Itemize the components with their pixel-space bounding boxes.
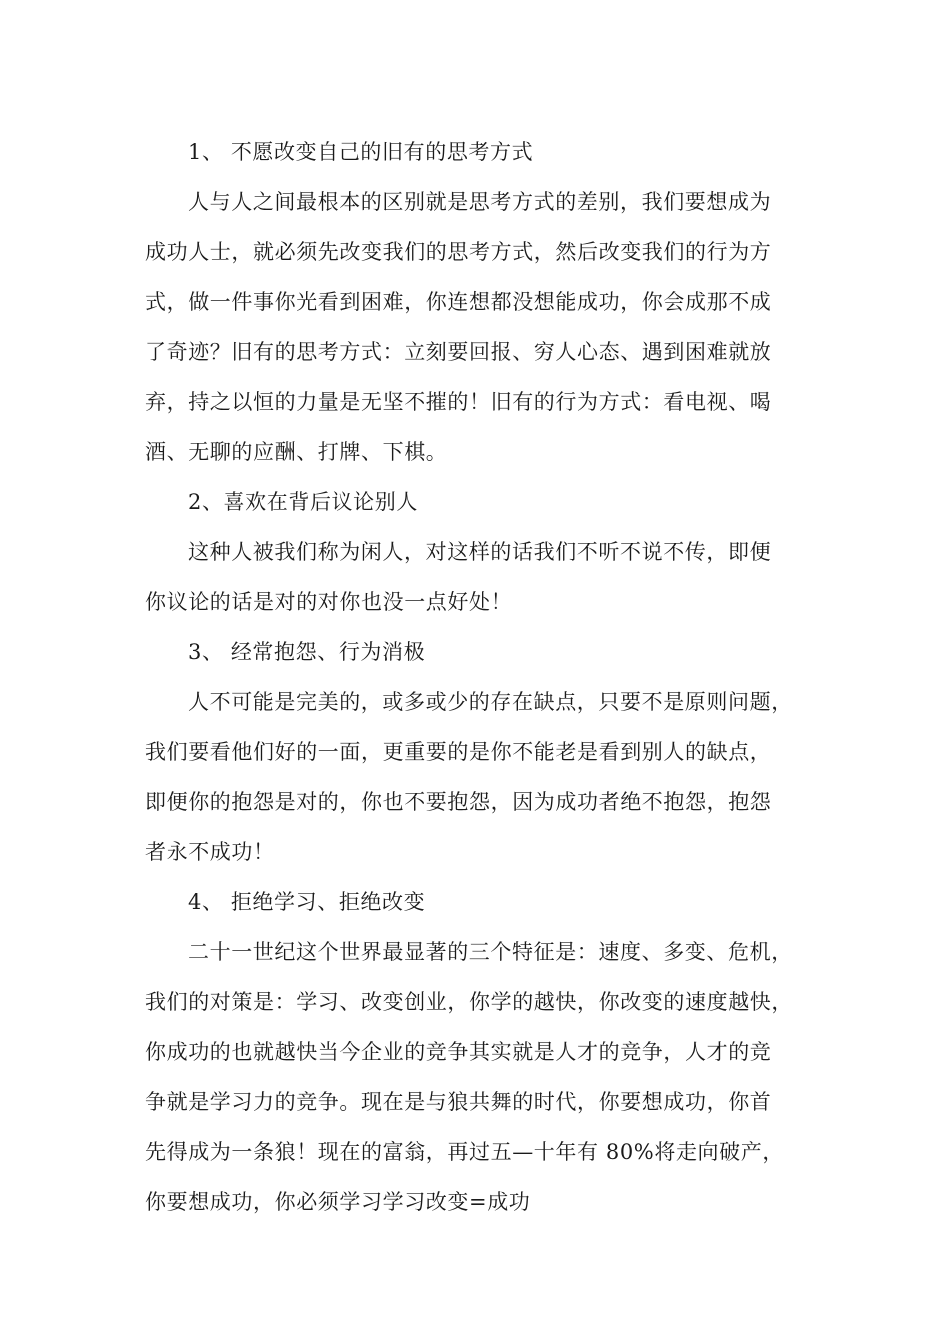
paragraph-line: 式，做一件事你光看到困难，你连想都没想能成功，你会成那不成 [145, 290, 772, 314]
paragraph-line: 酒、无聊的应酬、打牌、下棋。 [145, 440, 448, 464]
section-heading-1: 1、 不愿改变自己的旧有的思考方式 [188, 140, 534, 164]
paragraph-line: 争就是学习力的竞争。现在是与狼共舞的时代，你要想成功，你首 [145, 1090, 772, 1114]
paragraph-line: 先得成为一条狼！现在的富翁，再过五—十年有 80%将走向破产， [145, 1140, 784, 1164]
paragraph-line: 了奇迹？旧有的思考方式：立刻要回报、穷人心态、遇到困难就放 [145, 340, 772, 364]
section-heading-3: 3、 经常抱怨、行为消极 [188, 640, 426, 664]
paragraph-line: 我们要看他们好的一面，更重要的是你不能老是看到别人的缺点， [145, 740, 772, 764]
paragraph-line: 人与人之间最根本的区别就是思考方式的差别，我们要想成为 [188, 190, 772, 214]
section-heading-4: 4、 拒绝学习、拒绝改变 [188, 890, 426, 914]
paragraph-line: 你成功的也就越快当今企业的竞争其实就是人才的竞争，人才的竞 [145, 1040, 772, 1064]
paragraph-line: 弃，持之以恒的力量是无坚不摧的！旧有的行为方式：看电视、喝 [145, 390, 772, 414]
paragraph-line: 这种人被我们称为闲人，对这样的话我们不听不说不传，即便 [188, 540, 772, 564]
paragraph-line: 人不可能是完美的，或多或少的存在缺点，只要不是原则问题， [188, 690, 793, 714]
paragraph-line: 者永不成功！ [145, 840, 275, 864]
paragraph-line: 成功人士，就必须先改变我们的思考方式，然后改变我们的行为方 [145, 240, 772, 264]
paragraph-line: 我们的对策是：学习、改变创业，你学的越快，你改变的速度越快， [145, 990, 793, 1014]
section-heading-2: 2、喜欢在背后议论别人 [188, 490, 418, 514]
paragraph-line: 你要想成功，你必须学习学习改变=成功 [145, 1190, 531, 1214]
paragraph-line: 你议论的话是对的对你也没一点好处！ [145, 590, 513, 614]
paragraph-line: 二十一世纪这个世界最显著的三个特征是：速度、多变、危机， [188, 940, 793, 964]
paragraph-line: 即便你的抱怨是对的，你也不要抱怨，因为成功者绝不抱怨，抱怨 [145, 790, 772, 814]
